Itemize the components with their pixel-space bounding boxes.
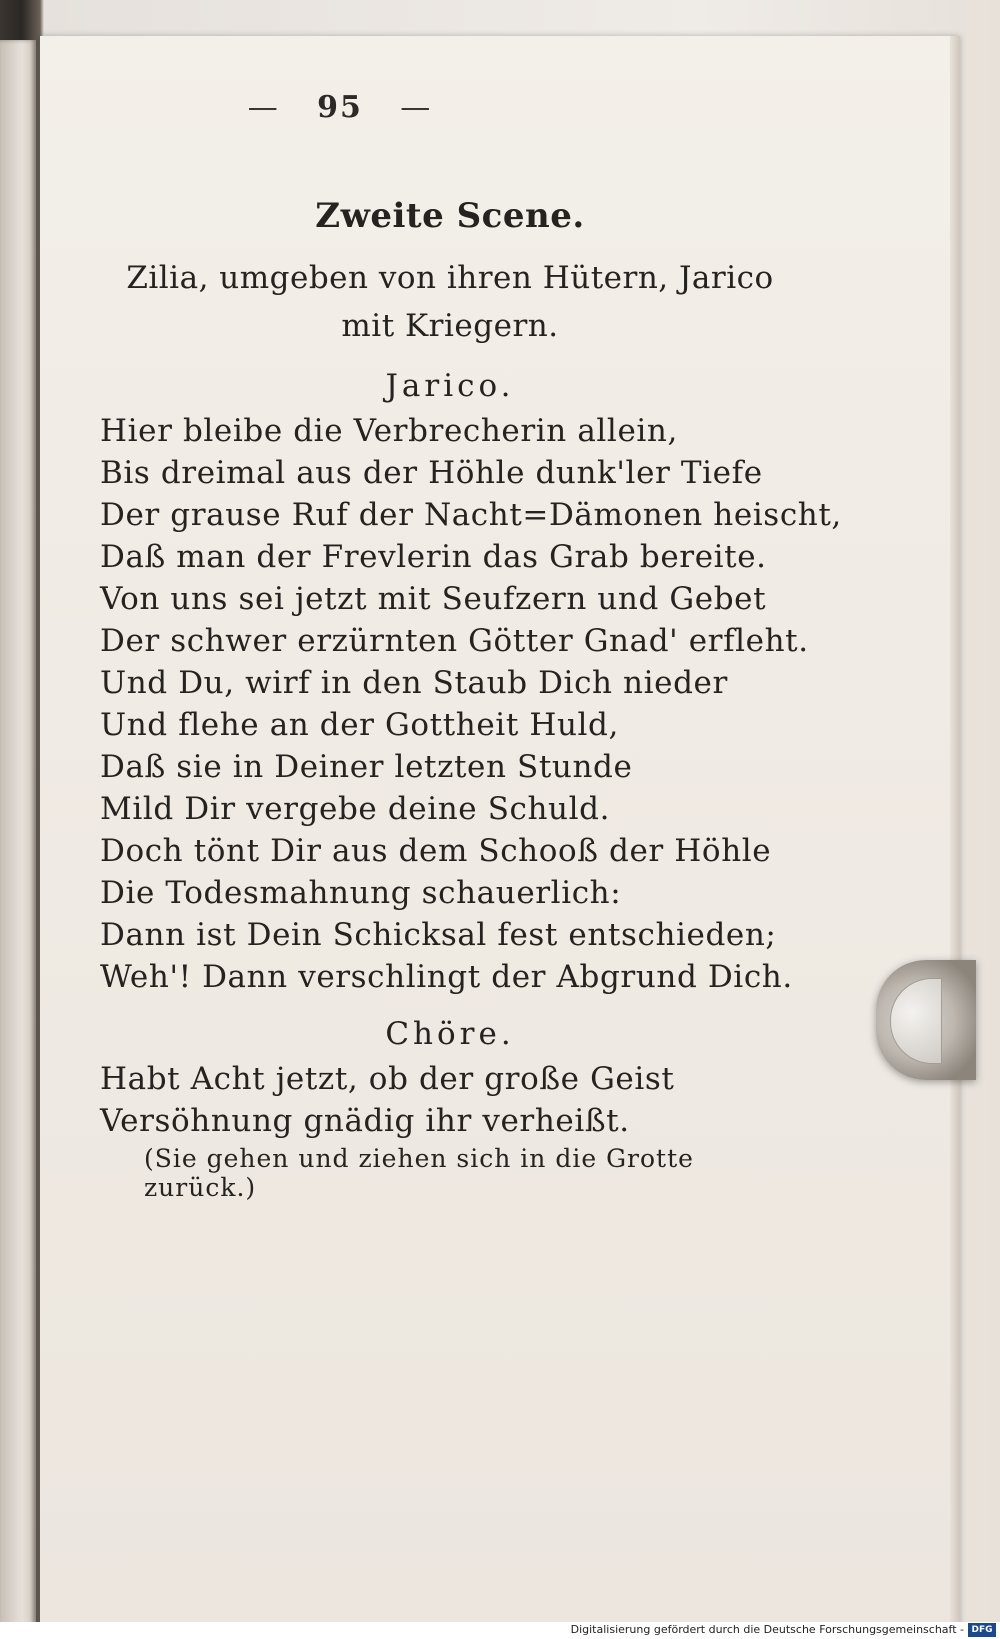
verse-block — [100, 410, 842, 998]
verse-line: Und flehe an der Gottheit Huld, — [100, 707, 619, 743]
page-clip-lens — [890, 978, 942, 1064]
verse-line: Doch tönt Dir aus dem Schooß der Höhle — [100, 833, 772, 869]
verse-line: Die Todesmahnung schauerlich: — [100, 875, 622, 911]
page-fore-edge — [950, 36, 960, 1628]
verse-line: Der grause Ruf der Nacht=Dämonen heischt, — [100, 497, 842, 533]
verse-line: Hier bleibe die Verbrecherin allein, — [100, 413, 678, 449]
dfg-logo-icon: DFG — [968, 1623, 996, 1637]
verse-line: Von uns sei jetzt mit Seufzern und Gebet — [100, 581, 767, 617]
page-clip — [876, 960, 976, 1080]
page-number-dash-right: — — [400, 90, 433, 125]
facing-page-edge — [0, 40, 36, 1630]
footer-bar — [0, 1622, 1000, 1639]
verse-block — [100, 1058, 800, 1142]
verse-line: Versöhnung gnädig ihr verheißt. — [100, 1103, 630, 1139]
verse-line: Habt Acht jetzt, ob der große Geist — [100, 1061, 675, 1097]
verse-line: Weh'! Dann verschlingt der Abgrund Dich. — [100, 959, 793, 995]
book-page — [40, 36, 960, 1628]
speaker-name: Chöre. — [385, 1016, 515, 1052]
verse-line: Dann ist Dein Schicksal fest entschieden; — [100, 917, 777, 953]
stage-line: mit Kriegern. — [341, 308, 559, 344]
verse-line: Der schwer erzürnten Götter Gnad' erfleht. — [100, 623, 809, 659]
page-number-line — [40, 90, 640, 125]
verse-line: Daß sie in Deiner letzten Stunde — [100, 749, 633, 785]
footer-credit: Digitalisierung gefördert durch die Deutsche Forschungsgemeinschaft - — [570, 1623, 964, 1636]
stage-direction: (Sie gehen und ziehen sich in die Grotte zurück.) — [144, 1144, 694, 1202]
scene-title: Zweite Scene. — [315, 196, 585, 236]
page-number: 95 — [317, 90, 363, 125]
verse-line: Mild Dir vergebe deine Schuld. — [100, 791, 611, 827]
page-text — [100, 196, 842, 1202]
speaker-name: Jarico. — [385, 368, 515, 404]
verse-line: Und Du, wirf in den Staub Dich nieder — [100, 665, 728, 701]
verse-line: Daß man der Frevlerin das Grab bereite. — [100, 539, 767, 575]
page-number-dash-left: — — [247, 90, 280, 125]
stage-line: Zilia, umgeben von ihren Hütern, Jarico — [126, 260, 774, 296]
verse-line: Bis dreimal aus der Höhle dunk'ler Tiefe — [100, 455, 763, 491]
